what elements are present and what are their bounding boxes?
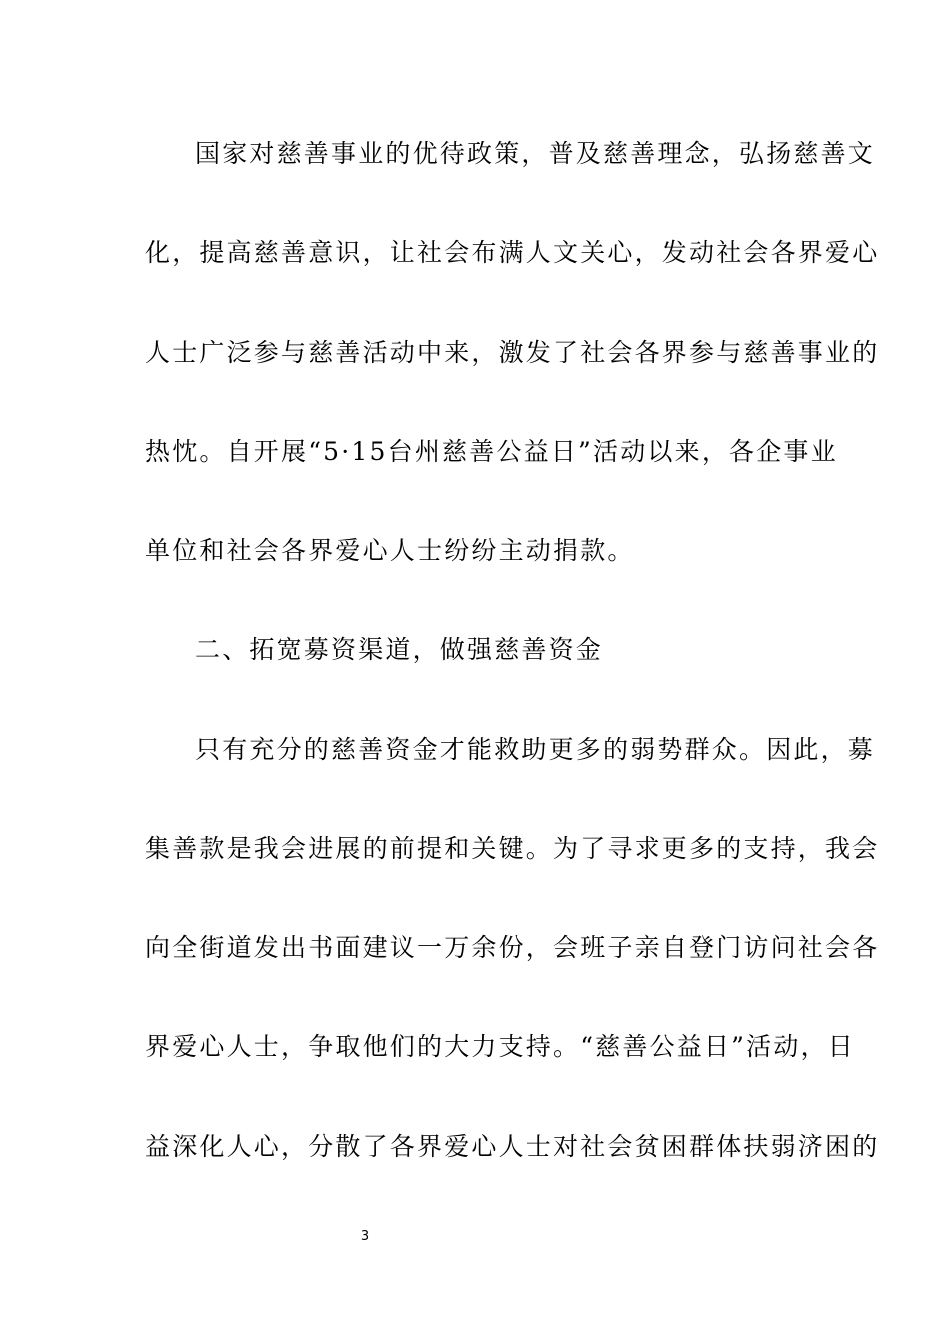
section-heading: 二、拓宽募资渠道，做强慈善资金 <box>195 635 604 664</box>
paragraph-line: 单位和社会各界爱心人士纷纷主动捐款。 <box>145 536 635 565</box>
paragraph-line: 向全街道发出书面建议一万余份，会班子亲自登门访问社会各 <box>145 933 880 962</box>
paragraph-line: 热忱。自开展“5·15台州慈善公益日”活动以来，各企事业 <box>145 437 838 466</box>
page-number: 3 <box>360 1229 370 1244</box>
paragraph-line: 益深化人心，分散了各界爱心人士对社会贫困群体扶弱济困的 <box>145 1132 880 1161</box>
paragraph-line: 只有充分的慈善资金才能救助更多的弱势群众。因此，募 <box>195 735 876 764</box>
paragraph-line: 国家对慈善事业的优待政策，普及慈善理念，弘扬慈善文 <box>195 139 876 168</box>
paragraph-line: 化，提高慈善意识，让社会布满人文关心，发动社会各界爱心 <box>145 238 880 267</box>
paragraph-line: 集善款是我会进展的前提和关键。为了寻求更多的支持，我会 <box>145 834 880 863</box>
paragraph-line: 人士广泛参与慈善活动中来，激发了社会各界参与慈善事业的 <box>145 338 880 367</box>
paragraph-line: 界爱心人士，争取他们的大力支持。“慈善公益日”活动，日 <box>145 1032 855 1061</box>
